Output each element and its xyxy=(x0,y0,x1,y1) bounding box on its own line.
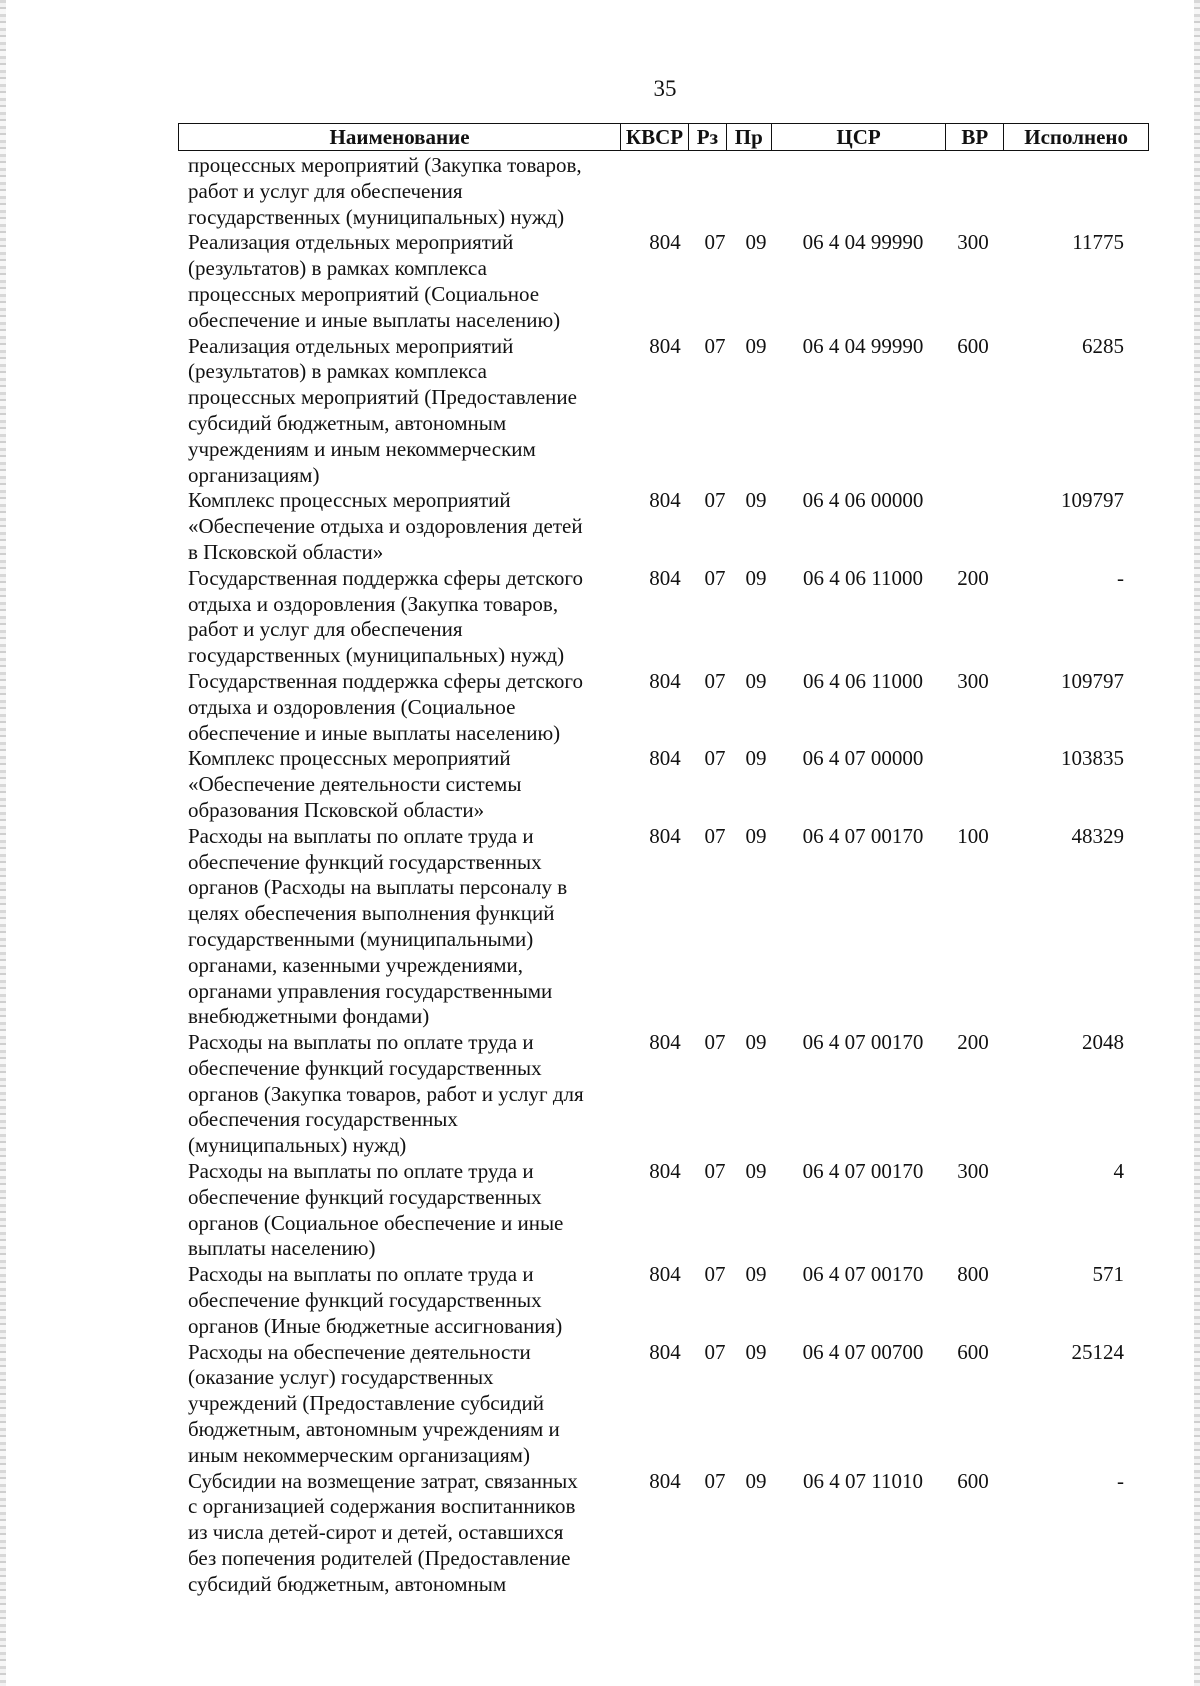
table-row xyxy=(188,669,1148,746)
row-rz: 07 xyxy=(704,823,726,848)
row-rz: 07 xyxy=(704,1262,726,1287)
header-pr: Пр xyxy=(727,124,772,150)
row-isp: - xyxy=(1117,1468,1124,1493)
row-isp: 25124 xyxy=(1071,1339,1124,1364)
row-name xyxy=(188,488,628,565)
row-isp: 103835 xyxy=(1061,746,1124,771)
row-name-line: процессных мероприятий (Закупка товаров, xyxy=(188,153,582,177)
row-isp: 11775 xyxy=(1072,230,1124,255)
table-row xyxy=(188,1030,1148,1159)
row-pr: 09 xyxy=(745,1468,767,1493)
row-name-line: Комплекс процессных мероприятий xyxy=(188,746,511,771)
row-name xyxy=(188,746,628,823)
row-name-line: Реализация отдельных мероприятий xyxy=(188,230,514,255)
row-name xyxy=(188,230,628,333)
header-vr: ВР xyxy=(946,124,1004,150)
row-name xyxy=(188,1262,628,1339)
row-csr: 06 4 07 00170 xyxy=(802,1159,924,1184)
row-csr: 06 4 06 11000 xyxy=(803,668,923,693)
row-kvsr: 804 xyxy=(649,1159,681,1184)
page-number: 35 xyxy=(653,76,677,101)
row-isp: 4 xyxy=(1113,1159,1124,1184)
row-rz: 07 xyxy=(704,230,726,255)
row-rz: 07 xyxy=(704,565,726,590)
row-name xyxy=(188,824,628,1030)
row-name-line: обеспечение и иные выплаты населению) xyxy=(188,307,561,332)
row-name-line: Государственная поддержка сферы детского xyxy=(188,565,584,590)
row-isp: 48329 xyxy=(1071,823,1124,848)
row-rz: 07 xyxy=(704,746,726,771)
row-csr: 06 4 07 00170 xyxy=(802,823,924,848)
row-name-line: в Псковской области» xyxy=(188,539,384,564)
scan-edge-left xyxy=(0,0,6,1686)
table-body xyxy=(188,153,1148,1598)
table-header xyxy=(178,123,1149,151)
row-vr: 300 xyxy=(957,1159,989,1184)
table-row xyxy=(188,824,1148,1030)
row-name xyxy=(188,1469,628,1598)
table-row xyxy=(188,1262,1148,1339)
row-isp: 109797 xyxy=(1061,488,1124,513)
table-row xyxy=(188,334,1148,489)
row-kvsr: 804 xyxy=(649,488,681,513)
row-name-line: органов (Расходы на выплаты персоналу в xyxy=(188,875,568,900)
row-name xyxy=(188,334,628,489)
row-kvsr: 804 xyxy=(649,823,681,848)
row-name xyxy=(188,1030,628,1159)
row-pr: 09 xyxy=(745,230,767,255)
row-name-line: с организацией содержания воспитанников xyxy=(188,1494,576,1519)
row-pr: 09 xyxy=(745,746,767,771)
row-csr: 06 4 07 11010 xyxy=(803,1468,923,1493)
row-name-line: учреждений (Предоставление субсидий xyxy=(188,1391,545,1416)
row-rz: 07 xyxy=(704,1030,726,1055)
row-name xyxy=(188,566,628,669)
row-vr: 300 xyxy=(957,230,989,255)
row-vr: 600 xyxy=(957,1468,989,1493)
row-kvsr: 804 xyxy=(649,1339,681,1364)
row-name xyxy=(188,153,628,230)
row-name-line: (результатов) в рамках комплекса xyxy=(188,256,487,281)
row-vr: 300 xyxy=(957,668,989,693)
row-name-line: бюджетным, автономным учреждениям и xyxy=(188,1417,560,1442)
row-name-line: «Обеспечение отдыха и оздоровления детей xyxy=(188,514,583,539)
row-name-line: Расходы на обеспечение деятельности xyxy=(188,1339,531,1364)
row-name-line: целях обеспечения выполнения функций xyxy=(188,901,555,926)
row-csr: 06 4 07 00170 xyxy=(802,1030,924,1055)
row-name-line: органами управления государственными xyxy=(188,978,553,1003)
table-row xyxy=(188,230,1148,333)
table-row xyxy=(188,488,1148,565)
row-vr: 200 xyxy=(957,1030,989,1055)
row-pr: 09 xyxy=(745,1339,767,1364)
row-name-line: работ и услуг для обеспечения xyxy=(188,178,463,203)
header-kvsr: КВСР xyxy=(621,124,689,150)
row-name-line: Расходы на выплаты по оплате труда и xyxy=(188,1030,534,1055)
row-isp: 109797 xyxy=(1061,668,1124,693)
row-name-line: обеспечение функций государственных xyxy=(188,849,542,874)
row-name-line: Реализация отдельных мероприятий xyxy=(188,333,514,358)
header-name: Наименование xyxy=(179,124,621,150)
row-name-line: государственными (муниципальными) xyxy=(188,926,534,951)
row-rz: 07 xyxy=(704,1339,726,1364)
row-vr: 800 xyxy=(957,1262,989,1287)
row-csr: 06 4 06 11000 xyxy=(803,565,923,590)
table-row xyxy=(188,566,1148,669)
row-name-line: государственных (муниципальных) нужд) xyxy=(188,643,565,668)
row-rz: 07 xyxy=(704,1159,726,1184)
header-csr: ЦСР xyxy=(772,124,947,150)
row-name-line: работ и услуг для обеспечения xyxy=(188,617,463,642)
row-kvsr: 804 xyxy=(649,1262,681,1287)
row-name-line: Комплекс процессных мероприятий xyxy=(188,488,511,513)
row-name-line: процессных мероприятий (Предоставление xyxy=(188,385,577,410)
row-csr: 06 4 04 99990 xyxy=(802,333,924,358)
row-pr: 09 xyxy=(745,1262,767,1287)
row-name-line: учреждениям и иным некоммерческим xyxy=(188,436,536,461)
row-name-line: органов (Иные бюджетные ассигнования) xyxy=(188,1313,563,1338)
row-csr: 06 4 06 00000 xyxy=(802,488,924,513)
row-name-line: выплаты населению) xyxy=(188,1236,376,1261)
row-vr: 200 xyxy=(957,565,989,590)
row-csr: 06 4 07 00000 xyxy=(802,746,924,771)
scan-edge-right xyxy=(1194,0,1200,1686)
row-name-line: Государственная поддержка сферы детского xyxy=(188,668,584,693)
row-isp: 571 xyxy=(1092,1262,1124,1287)
row-kvsr: 804 xyxy=(649,1468,681,1493)
row-rz: 07 xyxy=(704,333,726,358)
row-kvsr: 804 xyxy=(649,230,681,255)
row-isp: - xyxy=(1117,565,1124,590)
table-row xyxy=(188,1469,1148,1598)
row-name-line: из числа детей-сирот и детей, оставшихся xyxy=(188,1520,564,1545)
row-vr: 100 xyxy=(957,823,989,848)
row-kvsr: 804 xyxy=(649,1030,681,1055)
row-name-line: Расходы на выплаты по оплате труда и xyxy=(188,823,534,848)
row-name-line: обеспечение функций государственных xyxy=(188,1288,542,1313)
row-name-line: субсидий бюджетным, автономным xyxy=(188,1571,507,1596)
row-name xyxy=(188,1159,628,1262)
row-name-line: обеспечение функций государственных xyxy=(188,1055,542,1080)
row-name-line: отдыха и оздоровления (Закупка товаров, xyxy=(188,591,559,616)
table-row xyxy=(188,1159,1148,1262)
row-name-line: иным некоммерческим организациям) xyxy=(188,1442,530,1467)
row-pr: 09 xyxy=(745,823,767,848)
row-vr: 600 xyxy=(957,333,989,358)
row-name-line: органов (Социальное обеспечение и иные xyxy=(188,1210,564,1235)
row-csr: 06 4 04 99990 xyxy=(802,230,924,255)
row-vr: 600 xyxy=(957,1339,989,1364)
row-name-line: образования Псковской области» xyxy=(188,797,485,822)
row-isp: 6285 xyxy=(1082,333,1124,358)
row-kvsr: 804 xyxy=(649,668,681,693)
row-pr: 09 xyxy=(745,1030,767,1055)
row-name-line: обеспечения государственных xyxy=(188,1107,458,1132)
row-name-line: (муниципальных) нужд) xyxy=(188,1133,407,1158)
row-name xyxy=(188,669,628,746)
row-name-line: государственных (муниципальных) нужд) xyxy=(188,204,565,229)
row-isp: 2048 xyxy=(1082,1030,1124,1055)
row-name-line: без попечения родителей (Предоставление xyxy=(188,1546,571,1571)
row-name-line: обеспечение и иные выплаты населению) xyxy=(188,720,561,745)
row-pr: 09 xyxy=(745,1159,767,1184)
row-csr: 06 4 07 00170 xyxy=(802,1262,924,1287)
row-name-line: Расходы на выплаты по оплате труда и xyxy=(188,1159,534,1184)
row-pr: 09 xyxy=(745,565,767,590)
row-csr: 06 4 07 00700 xyxy=(802,1339,924,1364)
row-name-line: организациям) xyxy=(188,462,320,487)
row-kvsr: 804 xyxy=(649,746,681,771)
table-row xyxy=(188,153,1148,230)
row-kvsr: 804 xyxy=(649,333,681,358)
row-name-line: Расходы на выплаты по оплате труда и xyxy=(188,1262,534,1287)
row-name-line: органами, казенными учреждениями, xyxy=(188,952,524,977)
row-name xyxy=(188,1340,628,1469)
row-name-line: процессных мероприятий (Социальное xyxy=(188,281,540,306)
row-name-line: органов (Закупка товаров, работ и услуг для xyxy=(188,1081,584,1106)
row-name-line: отдыха и оздоровления (Социальное xyxy=(188,694,516,719)
row-pr: 09 xyxy=(745,333,767,358)
row-name-line: внебюджетными фондами) xyxy=(188,1004,430,1029)
header-rz: Рз xyxy=(689,124,727,150)
row-rz: 07 xyxy=(704,668,726,693)
row-name-line: обеспечение функций государственных xyxy=(188,1184,542,1209)
row-name-line: (результатов) в рамках комплекса xyxy=(188,359,487,384)
row-pr: 09 xyxy=(745,668,767,693)
row-kvsr: 804 xyxy=(649,565,681,590)
header-isp: Исполнено xyxy=(1024,124,1129,149)
row-pr: 09 xyxy=(745,488,767,513)
row-name-line: «Обеспечение деятельности системы xyxy=(188,772,522,797)
row-name-line: Субсидии на возмещение затрат, связанных xyxy=(188,1468,578,1493)
row-name-line: (оказание услуг) государственных xyxy=(188,1365,494,1390)
row-rz: 07 xyxy=(704,488,726,513)
table-row xyxy=(188,746,1148,823)
table-row xyxy=(188,1340,1148,1469)
row-name-line: субсидий бюджетным, автономным xyxy=(188,410,507,435)
row-rz: 07 xyxy=(704,1468,726,1493)
